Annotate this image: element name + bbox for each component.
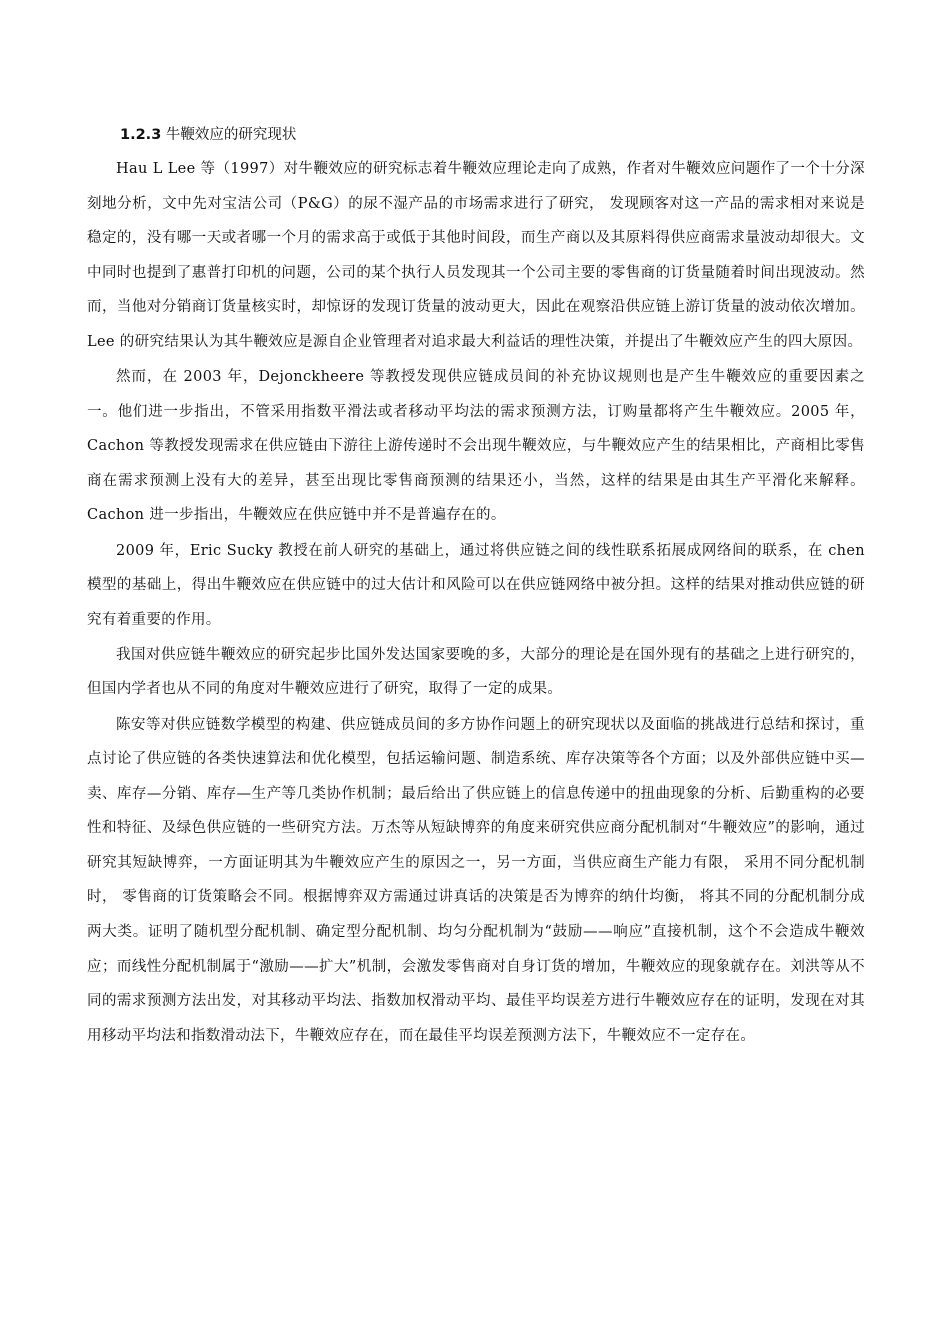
paragraph-chen-wan-liu: 陈安等对供应链数学模型的构建、供应链成员间的多方协作问题上的研究现状以及面临的挑战进行总结和探讨，重点讨论了供应链的各类快速算法和优化模型，包括运输问题、制造系统、库存决策等各个方面；以及外部供应链中买—卖、库存—分销、库存—生产等几类协作机制；最后给出了供应链上的信息传递中的扭曲现象的分析、后勤重构的必要性和特征、及绿色供应链的一些研究方法。万杰等从短缺博弈的角度来研究供应商分配机制对“牛鞭效应”的影响，通过研究其短缺博弈，一方面证明其为牛鞭效应产生的原因之一，另一方面，当供应商生产能力有限， 采用不同分配机制时， 零售商的订货策略会不同。根据博弈双方需通过讲真话的决策是否为博弈的纳什均衡， 将其不同的分配机制分成两大类。证明了随机型分配机制、确定型分配机制、均匀分配机制为“鼓励——响应”直接机制，这个不会造成牛鞭效应；而线性分配机制属于“激励——扩大”机制，会激发零售商对自身订货的增加，牛鞭效应的现象就存在。刘洪等从不同的需求预测方法出发，对其移动平均法、指数加权滑动平均、最佳平均误差方进行牛鞭效应存在的证明，发现在对其用移动平均法和指数滑动法下，牛鞭效应存在，而在最佳平均误差预测方法下，牛鞭效应不一定存在。	[87, 716, 865, 1044]
section-title: 牛鞭效应的研究现状	[165, 127, 297, 143]
section-heading	[120, 118, 865, 152]
paragraph-lee-1997: Hau L Lee 等（1997）对牛鞭效应的研究标志着牛鞭效应理论走向了成熟，作者对牛鞭效应问题作了一个十分深刻地分析，文中先对宝洁公司（P&G）的尿不湿产品的市场需求进行了研究， 发现顾客对这一产品的需求相对来说是稳定的，没有哪一天或者哪一个月的需求高于或低于其他时间段，而生产商以及其原料得供应商需求量波动却很大。文中同时也提到了惠普打印机的问题，公司的某个执行人员发现其一个公司主要的零售商的订货量随着时间出现波动。然而，当他对分销商订货量核实时，却惊讶的发现订货量的波动更大，因此在观察沿供应链上游订货量的波动依次增加。Lee 的研究结果认为其牛鞭效应是源自企业管理者对追求最大利益话的理性决策，并提出了牛鞭效应产生的四大原因。	[87, 161, 865, 350]
paragraph-domestic-research: 我国对供应链牛鞭效应的研究起步比国外发达国家要晚的多，大部分的理论是在国外现有的基础之上进行研究的，但国内学者也从不同的角度对牛鞭效应进行了研究，取得了一定的成果。	[87, 646, 865, 698]
paragraph-sucky-2009: 2009 年，Eric Sucky 教授在前人研究的基础上，通过将供应链之间的线性联系拓展成网络间的联系，在 chen 模型的基础上，得出牛鞭效应在供应链中的过大估计和风险可以在供应链网络中被分担。这样的结果对推动供应链的研究有着重要的作用。	[87, 542, 865, 628]
document-page	[87, 118, 865, 1054]
section-number: 1.2.3	[120, 127, 162, 143]
paragraph-dejonckheere-cachon: 然而，在 2003 年，Dejonckheere 等教授发现供应链成员间的补充协议规则也是产生牛鞭效应的重要因素之一。他们进一步指出，不管采用指数平滑法或者移动平均法的需求预测方法，订购量都将产生牛鞭效应。2005 年，Cachon 等教授发现需求在供应链由下游往上游传递时不会出现牛鞭效应，与牛鞭效应产生的结果相比，产商相比零售商在需求预测上没有大的差异，甚至出现比零售商预测的结果还小，当然，这样的结果是由其生产平滑化来解释。Cachon 进一步指出，牛鞭效应在供应链中并不是普遍存在的。	[87, 369, 865, 524]
